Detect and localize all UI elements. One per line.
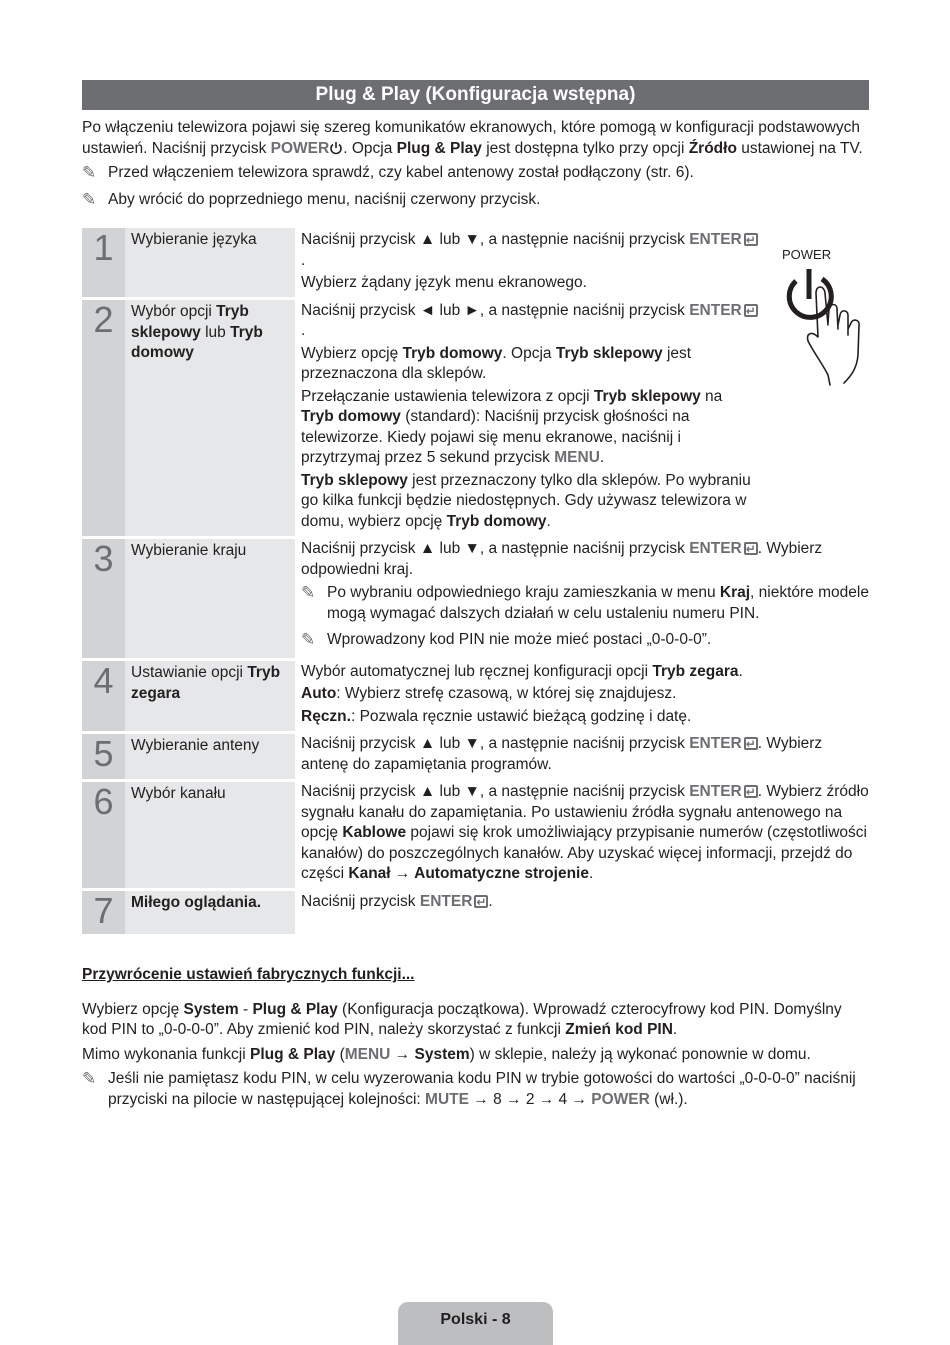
step-description: Naciśnij przycisk ▲ lub ▼, a następnie naciśnij przycisk ENTER↵ . Wybierz antenę do zapamiętania programów.	[295, 732, 869, 780]
note: ✎ Jeśli nie pamiętasz kodu PIN, w celu wyzerowania kodu PIN w trybie gotowości do wartości „0-0-0-0” naciśnij przyciski na pilocie w następującej kolejności: MUTE → 8 → 2 → 4 → POWER (wł.).	[82, 1069, 869, 1110]
intro-paragraph: Po włączeniu telewizora pojawi się szereg komunikatów ekranowych, które pomogą w konfiguracji podstawowych ustawień. Naciśnij przycisk POWER . Opcja Plug & Play jest dostępna tylko przy opcji Źródło ustawionej na TV.	[82, 119, 863, 157]
enter-icon	[474, 895, 488, 908]
note-pencil-icon: ✎	[301, 583, 316, 602]
step-label: Wybieranie języka	[125, 228, 295, 299]
enter-icon	[744, 737, 758, 750]
step-description: Naciśnij przycisk ◄ lub ►, a następnie naciśnij przycisk ENTER↵. Wybierz opcję Tryb domowy. Opcja Tryb sklepowy jest przeznaczona dla sklepów. Przełączanie ustawienia telewizora z opcji Tryb sklepowy na Tryb domowy (standard): Naciśnij przycisk głośności na telewizorze. Kiedy pojawi się menu ekranowe, naciśnij i przytrzymaj przez 5 sekund przycisk MENU. Tryb sklepowy jest przeznaczony tylko dla sklepów. Po wybraniu go kilka funkcji będzie niedostępnych. Gdy używasz telewizora w domu, wybierz opcję Tryb domowy.	[295, 299, 869, 538]
step-label: Miłego oglądania.	[125, 890, 295, 936]
reset-heading: Przywrócenie ustawień fabrycznych funkcji...	[82, 966, 415, 983]
step-description: Wybór automatycznej lub ręcznej konfiguracji opcji Tryb zegara. Auto: Wybierz strefę czasową, w której się znajdujesz. Ręczn.: Pozwala ręcznie ustawić bieżącą godzinę i datę.	[301, 662, 743, 725]
step-description: Naciśnij przycisk ▲ lub ▼, a następnie naciśnij przycisk ENTER↵ . Wybierz źródło sygnału kanału do zapamiętania. Po ustawieniu źródła sygnału antenowego na opcję Kablowe pojawi się krok umożliwiający przypisanie numerów (częstotliwości kanałów) do poszczególnych kanałów. Aby uzyskać więcej informacji, przejdź do części Kanał → Automatyczne strojenie.	[295, 780, 869, 890]
enter-icon	[744, 785, 758, 798]
step-number: 3	[82, 537, 125, 660]
step-label: Wybór kanału	[125, 780, 295, 890]
note-pencil-icon: ✎	[82, 163, 97, 182]
enter-icon	[744, 304, 758, 317]
step-description: Naciśnij przycisk ▲ lub ▼, a następnie naciśnij przycisk ENTER↵ . Wybierz odpowiedni kraj. ✎ Po wybraniu odpowiedniego kraju zamieszkania w menu Kraj, niektóre modele mogą wymagać dalszych działań w celu ustaleniu numeru PIN. ✎ Wprowadzony kod PIN nie może mieć postaci „0-0-0-0”.	[295, 537, 869, 660]
note: ✎ Aby wrócić do poprzedniego menu, naciśnij czerwony przycisk.	[82, 189, 541, 209]
step-description: Naciśnij przycisk ENTER↵ .	[295, 890, 869, 936]
step-row	[82, 228, 869, 299]
step-number: 5	[82, 732, 125, 780]
note-pencil-icon: ✎	[82, 189, 97, 209]
power-label: POWER	[782, 247, 832, 262]
step-number: 4	[82, 660, 125, 733]
hand-pressing-power-icon	[778, 245, 870, 390]
power-icon	[329, 141, 343, 155]
power-button-illustration	[778, 245, 870, 390]
enter-icon	[744, 542, 758, 555]
note-pencil-icon: ✎	[301, 630, 316, 649]
note: ✎ Przed włączeniem telewizora sprawdź, czy kabel antenowy został podłączony (str. 6).	[82, 163, 694, 182]
step-label: Wybieranie anteny	[125, 732, 295, 780]
reset-paragraph: Wybierz opcję System - Plug & Play (Konfiguracja początkowa). Wprowadź czterocyfrowy kod PIN. Domyślny kod PIN to „0-0-0-0”. Aby zmienić kod PIN, należy skorzystać z funkcji Zmień kod PIN.	[82, 1000, 842, 1038]
step-number: 1	[82, 228, 125, 299]
steps-table	[82, 228, 869, 937]
enter-icon	[744, 233, 758, 246]
step-row	[82, 732, 869, 780]
note: ✎ Wprowadzony kod PIN nie może mieć postaci „0-0-0-0”.	[301, 630, 712, 649]
note: ✎ Po wybraniu odpowiedniego kraju zamieszkania w menu Kraj, niektóre modele mogą wymagać dalszych działań w celu ustaleniu numeru PIN.	[301, 583, 869, 624]
step-row	[82, 780, 869, 890]
step-label: Wybór opcji Tryb sklepowy lub Tryb domowy	[125, 299, 295, 538]
step-row	[82, 537, 869, 660]
step-row	[82, 890, 869, 936]
step-row	[82, 299, 869, 538]
step-row	[82, 660, 869, 733]
page-footer: Polski - 8	[398, 1302, 553, 1345]
step-number: 7	[82, 890, 125, 936]
step-number: 2	[82, 299, 125, 538]
page-title: Plug & Play (Konfiguracja wstępna)	[82, 80, 869, 110]
step-label: Wybieranie kraju	[125, 537, 295, 660]
step-label: Ustawianie opcji Tryb zegara	[125, 660, 295, 733]
step-number: 6	[82, 780, 125, 890]
step-description: Naciśnij przycisk ▲ lub ▼, a następnie naciśnij przycisk ENTER↵. Wybierz żądany język menu ekranowego.	[295, 228, 869, 299]
note-pencil-icon: ✎	[82, 1069, 97, 1088]
reset-paragraph: Mimo wykonania funkcji Plug & Play (MENU → System) w sklepie, należy ją wykonać ponownie w domu.	[82, 1045, 811, 1063]
page-content	[82, 80, 869, 1116]
